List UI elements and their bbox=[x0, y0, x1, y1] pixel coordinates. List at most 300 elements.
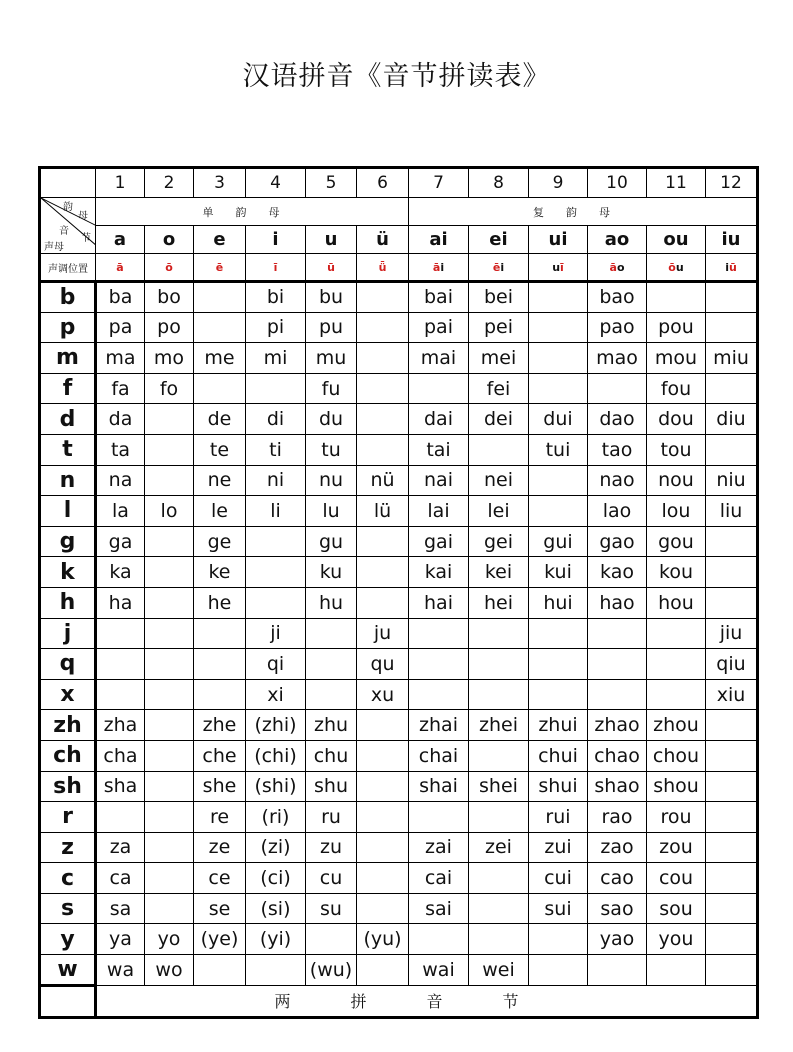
syllable-cell: hai bbox=[409, 587, 469, 618]
syllable-cell: cu bbox=[306, 863, 357, 894]
syllable-cell bbox=[469, 679, 529, 710]
syllable-cell: kui bbox=[529, 557, 588, 588]
tone-suffix: o bbox=[616, 260, 625, 274]
syllable-cell bbox=[357, 312, 409, 343]
syllable-cell: mou bbox=[647, 343, 706, 374]
syllable-cell: sa bbox=[96, 893, 145, 924]
syllable-cell: po bbox=[145, 312, 194, 343]
syllable-cell bbox=[246, 373, 306, 404]
syllable-cell bbox=[647, 618, 706, 649]
syllable-cell: cao bbox=[588, 863, 647, 894]
final-header: ei bbox=[469, 226, 529, 254]
syllable-cell bbox=[357, 955, 409, 986]
syllable-cell bbox=[529, 312, 588, 343]
syllable-cell bbox=[246, 955, 306, 986]
syllable-row bbox=[40, 893, 758, 924]
tone-mark: ǖ bbox=[378, 260, 387, 274]
group-row bbox=[40, 198, 758, 226]
syllable-cell: zhu bbox=[306, 710, 357, 741]
tone-mark-cell bbox=[306, 254, 357, 282]
syllable-cell: chou bbox=[647, 740, 706, 771]
syllable-cell: nao bbox=[588, 465, 647, 496]
syllable-cell bbox=[706, 557, 758, 588]
syllable-cell: lu bbox=[306, 496, 357, 527]
syllable-cell: kei bbox=[469, 557, 529, 588]
syllable-cell bbox=[469, 863, 529, 894]
tone-prefix: u bbox=[552, 260, 561, 274]
syllable-cell: tui bbox=[529, 434, 588, 465]
syllable-cell bbox=[357, 526, 409, 557]
syllable-row bbox=[40, 710, 758, 741]
syllable-cell bbox=[194, 312, 246, 343]
syllable-cell bbox=[706, 771, 758, 802]
syllable-cell: zao bbox=[588, 832, 647, 863]
syllable-cell bbox=[706, 893, 758, 924]
tone-mark-cell bbox=[194, 254, 246, 282]
syllable-cell: ca bbox=[96, 863, 145, 894]
syllable-cell: mo bbox=[145, 343, 194, 374]
syllable-cell: ka bbox=[96, 557, 145, 588]
syllable-cell bbox=[469, 802, 529, 833]
syllable-cell bbox=[306, 618, 357, 649]
syllable-cell bbox=[96, 802, 145, 833]
initial-cell: t bbox=[40, 434, 96, 465]
syllable-cell: che bbox=[194, 740, 246, 771]
syllable-cell: pou bbox=[647, 312, 706, 343]
syllable-cell bbox=[706, 373, 758, 404]
tone-mark-cell bbox=[96, 254, 145, 282]
syllable-cell bbox=[194, 679, 246, 710]
syllable-cell: pa bbox=[96, 312, 145, 343]
syllable-cell bbox=[145, 832, 194, 863]
final-header: ui bbox=[529, 226, 588, 254]
syllable-cell bbox=[647, 282, 706, 313]
tone-mark-cell bbox=[529, 254, 588, 282]
syllable-cell: ti bbox=[246, 434, 306, 465]
syllable-cell: lou bbox=[647, 496, 706, 527]
syllable-cell: chai bbox=[409, 740, 469, 771]
syllable-cell bbox=[246, 526, 306, 557]
syllable-cell: bu bbox=[306, 282, 357, 313]
final-header: ou bbox=[647, 226, 706, 254]
syllable-cell bbox=[529, 282, 588, 313]
syllable-cell: chao bbox=[588, 740, 647, 771]
syllable-cell: zhei bbox=[469, 710, 529, 741]
syllable-cell: (wu) bbox=[306, 955, 357, 986]
syllable-cell bbox=[357, 343, 409, 374]
syllable-cell: hou bbox=[647, 587, 706, 618]
syllable-cell bbox=[469, 649, 529, 680]
syllable-cell bbox=[409, 373, 469, 404]
syllable-cell: (zhi) bbox=[246, 710, 306, 741]
column-number: 5 bbox=[306, 168, 357, 198]
syllable-cell: dui bbox=[529, 404, 588, 435]
tone-mark: ō bbox=[668, 260, 676, 274]
initial-cell: zh bbox=[40, 710, 96, 741]
syllable-cell bbox=[706, 526, 758, 557]
column-number: 2 bbox=[145, 168, 194, 198]
initial-cell: j bbox=[40, 618, 96, 649]
finals-row bbox=[40, 226, 758, 254]
syllable-cell: bao bbox=[588, 282, 647, 313]
syllable-cell: ze bbox=[194, 832, 246, 863]
syllable-cell: zui bbox=[529, 832, 588, 863]
syllable-cell bbox=[647, 679, 706, 710]
tone-mark: ē bbox=[215, 260, 224, 274]
syllable-cell: fa bbox=[96, 373, 145, 404]
syllable-cell: (chi) bbox=[246, 740, 306, 771]
syllable-cell: sha bbox=[96, 771, 145, 802]
syllable-cell: she bbox=[194, 771, 246, 802]
tone-mark-cell bbox=[469, 254, 529, 282]
tone-mark: ā bbox=[432, 260, 441, 274]
syllable-cell: ge bbox=[194, 526, 246, 557]
syllable-cell: lai bbox=[409, 496, 469, 527]
syllable-cell: na bbox=[96, 465, 145, 496]
syllable-cell: liu bbox=[706, 496, 758, 527]
syllable-row bbox=[40, 496, 758, 527]
syllable-row bbox=[40, 618, 758, 649]
syllable-cell bbox=[357, 893, 409, 924]
syllable-cell: di bbox=[246, 404, 306, 435]
initial-cell: g bbox=[40, 526, 96, 557]
syllable-cell bbox=[647, 649, 706, 680]
syllable-cell: xi bbox=[246, 679, 306, 710]
syllable-cell bbox=[357, 740, 409, 771]
syllable-cell: xiu bbox=[706, 679, 758, 710]
syllable-cell: ma bbox=[96, 343, 145, 374]
syllable-row bbox=[40, 802, 758, 833]
syllable-row bbox=[40, 771, 758, 802]
syllable-row bbox=[40, 434, 758, 465]
tone-mark: ā bbox=[609, 260, 617, 274]
syllable-cell: niu bbox=[706, 465, 758, 496]
syllable-cell: lei bbox=[469, 496, 529, 527]
syllable-cell bbox=[706, 710, 758, 741]
syllable-cell bbox=[706, 312, 758, 343]
initial-cell: d bbox=[40, 404, 96, 435]
syllable-cell bbox=[145, 404, 194, 435]
syllable-cell: qiu bbox=[706, 649, 758, 680]
initial-cell: m bbox=[40, 343, 96, 374]
syllable-cell: rou bbox=[647, 802, 706, 833]
syllable-cell: zei bbox=[469, 832, 529, 863]
page-title: 汉语拼音《音节拼读表》 bbox=[242, 61, 551, 92]
syllable-cell: me bbox=[194, 343, 246, 374]
tone-mark-cell bbox=[145, 254, 194, 282]
syllable-cell: ji bbox=[246, 618, 306, 649]
corner-label-jie: 节 bbox=[81, 233, 91, 244]
syllable-cell: gao bbox=[588, 526, 647, 557]
syllable-cell bbox=[145, 679, 194, 710]
tone-mark: ū bbox=[327, 260, 335, 274]
syllable-cell: pu bbox=[306, 312, 357, 343]
syllable-cell: he bbox=[194, 587, 246, 618]
syllable-cell bbox=[706, 434, 758, 465]
syllable-cell: shei bbox=[469, 771, 529, 802]
syllable-row bbox=[40, 526, 758, 557]
syllable-cell: da bbox=[96, 404, 145, 435]
syllable-cell: xu bbox=[357, 679, 409, 710]
syllable-cell bbox=[469, 893, 529, 924]
initial-cell: r bbox=[40, 802, 96, 833]
final-header: a bbox=[96, 226, 145, 254]
syllable-cell bbox=[145, 526, 194, 557]
column-number: 10 bbox=[588, 168, 647, 198]
syllable-cell: gu bbox=[306, 526, 357, 557]
syllable-cell bbox=[357, 404, 409, 435]
corner-label-shengmu: 声母 bbox=[44, 242, 64, 253]
syllable-cell bbox=[145, 710, 194, 741]
syllable-cell: (ci) bbox=[246, 863, 306, 894]
syllable-cell: yo bbox=[145, 924, 194, 955]
syllable-cell bbox=[409, 679, 469, 710]
syllable-cell: lao bbox=[588, 496, 647, 527]
syllable-row bbox=[40, 649, 758, 680]
footer-row bbox=[40, 985, 758, 1017]
syllable-cell: le bbox=[194, 496, 246, 527]
syllable-cell: (shi) bbox=[246, 771, 306, 802]
syllable-cell: mu bbox=[306, 343, 357, 374]
syllable-cell: hei bbox=[469, 587, 529, 618]
syllable-cell bbox=[357, 710, 409, 741]
syllable-cell: mai bbox=[409, 343, 469, 374]
column-number: 11 bbox=[647, 168, 706, 198]
syllable-cell: dei bbox=[469, 404, 529, 435]
column-number: 9 bbox=[529, 168, 588, 198]
syllable-cell: bei bbox=[469, 282, 529, 313]
syllable-cell: ha bbox=[96, 587, 145, 618]
syllable-cell bbox=[96, 618, 145, 649]
final-header: i bbox=[246, 226, 306, 254]
syllable-cell: pi bbox=[246, 312, 306, 343]
compound-finals-group: 复韵母 bbox=[409, 198, 758, 226]
syllable-cell: ya bbox=[96, 924, 145, 955]
syllable-cell bbox=[194, 618, 246, 649]
initial-cell: ch bbox=[40, 740, 96, 771]
syllable-cell: fei bbox=[469, 373, 529, 404]
final-header: iu bbox=[706, 226, 758, 254]
syllable-cell bbox=[706, 863, 758, 894]
syllable-row bbox=[40, 343, 758, 374]
footer-blank bbox=[40, 985, 96, 1017]
syllable-cell: rao bbox=[588, 802, 647, 833]
syllable-cell: bi bbox=[246, 282, 306, 313]
syllable-cell: su bbox=[306, 893, 357, 924]
syllable-cell bbox=[194, 649, 246, 680]
tone-mark-cell bbox=[409, 254, 469, 282]
syllable-cell bbox=[145, 587, 194, 618]
syllable-cell: ga bbox=[96, 526, 145, 557]
syllable-cell: shui bbox=[529, 771, 588, 802]
syllable-cell bbox=[194, 373, 246, 404]
syllable-cell: (yu) bbox=[357, 924, 409, 955]
initial-cell: k bbox=[40, 557, 96, 588]
final-header: ü bbox=[357, 226, 409, 254]
syllable-cell: de bbox=[194, 404, 246, 435]
syllable-cell bbox=[246, 557, 306, 588]
column-number: 3 bbox=[194, 168, 246, 198]
syllable-cell: ni bbox=[246, 465, 306, 496]
syllable-cell: zhou bbox=[647, 710, 706, 741]
syllable-cell bbox=[357, 557, 409, 588]
syllable-cell: nü bbox=[357, 465, 409, 496]
syllable-cell bbox=[588, 679, 647, 710]
tone-mark: ū bbox=[728, 260, 737, 274]
tone-mark: ē bbox=[492, 260, 501, 274]
syllable-cell bbox=[96, 679, 145, 710]
syllable-cell bbox=[647, 955, 706, 986]
syllable-cell: hu bbox=[306, 587, 357, 618]
syllable-cell: fu bbox=[306, 373, 357, 404]
syllable-cell bbox=[306, 924, 357, 955]
syllable-cell bbox=[529, 649, 588, 680]
column-number: 1 bbox=[96, 168, 145, 198]
syllable-cell: dao bbox=[588, 404, 647, 435]
syllable-cell: rui bbox=[529, 802, 588, 833]
tone-row bbox=[40, 254, 758, 282]
syllable-cell: pai bbox=[409, 312, 469, 343]
corner-header bbox=[40, 198, 96, 254]
syllable-cell: (zi) bbox=[246, 832, 306, 863]
syllable-cell: nai bbox=[409, 465, 469, 496]
syllable-cell: diu bbox=[706, 404, 758, 435]
syllable-cell bbox=[306, 679, 357, 710]
final-header: o bbox=[145, 226, 194, 254]
syllable-cell bbox=[357, 832, 409, 863]
tone-mark: ō bbox=[165, 260, 173, 274]
syllable-cell bbox=[145, 863, 194, 894]
syllable-cell: ke bbox=[194, 557, 246, 588]
syllable-cell: zhe bbox=[194, 710, 246, 741]
syllable-cell: (yi) bbox=[246, 924, 306, 955]
syllable-cell bbox=[409, 649, 469, 680]
tone-position-label: 声调位置 bbox=[40, 254, 96, 282]
syllable-cell: you bbox=[647, 924, 706, 955]
syllable-cell: za bbox=[96, 832, 145, 863]
syllable-cell: sao bbox=[588, 893, 647, 924]
corner-blank bbox=[40, 168, 96, 198]
syllable-cell: ju bbox=[357, 618, 409, 649]
syllable-cell: yao bbox=[588, 924, 647, 955]
syllable-cell: sai bbox=[409, 893, 469, 924]
tone-suffix: i bbox=[500, 260, 505, 274]
syllable-cell: ba bbox=[96, 282, 145, 313]
syllable-cell: zou bbox=[647, 832, 706, 863]
tone-mark: ā bbox=[116, 260, 124, 274]
syllable-cell: bo bbox=[145, 282, 194, 313]
tone-mark-cell bbox=[357, 254, 409, 282]
syllable-cell bbox=[706, 587, 758, 618]
syllable-cell bbox=[588, 649, 647, 680]
syllable-cell bbox=[706, 282, 758, 313]
syllable-cell: zhui bbox=[529, 710, 588, 741]
syllable-cell: gui bbox=[529, 526, 588, 557]
syllable-row bbox=[40, 465, 758, 496]
syllable-cell: bai bbox=[409, 282, 469, 313]
syllable-cell: qi bbox=[246, 649, 306, 680]
syllable-cell: sui bbox=[529, 893, 588, 924]
corner-label-mu: 母 bbox=[78, 211, 88, 222]
syllable-cell bbox=[706, 740, 758, 771]
syllable-cell: tao bbox=[588, 434, 647, 465]
syllable-row bbox=[40, 312, 758, 343]
initial-cell: q bbox=[40, 649, 96, 680]
syllable-cell bbox=[409, 924, 469, 955]
tone-prefix: i bbox=[725, 260, 729, 274]
syllable-cell bbox=[145, 434, 194, 465]
syllable-cell: (ri) bbox=[246, 802, 306, 833]
syllable-cell bbox=[357, 373, 409, 404]
initial-cell: w bbox=[40, 955, 96, 986]
syllable-cell: fou bbox=[647, 373, 706, 404]
syllable-cell: zu bbox=[306, 832, 357, 863]
syllable-cell: pao bbox=[588, 312, 647, 343]
syllable-cell: (si) bbox=[246, 893, 306, 924]
syllable-cell: cou bbox=[647, 863, 706, 894]
syllable-cell: wai bbox=[409, 955, 469, 986]
syllable-cell bbox=[529, 496, 588, 527]
column-number: 12 bbox=[706, 168, 758, 198]
syllable-cell: ce bbox=[194, 863, 246, 894]
syllable-cell bbox=[145, 771, 194, 802]
syllable-cell: kao bbox=[588, 557, 647, 588]
syllable-cell: hao bbox=[588, 587, 647, 618]
tone-mark-cell bbox=[706, 254, 758, 282]
syllable-cell: qu bbox=[357, 649, 409, 680]
syllable-cell: ru bbox=[306, 802, 357, 833]
syllable-cell bbox=[706, 802, 758, 833]
syllable-cell bbox=[529, 679, 588, 710]
syllable-cell: zha bbox=[96, 710, 145, 741]
syllable-cell bbox=[529, 343, 588, 374]
syllable-cell bbox=[145, 649, 194, 680]
tone-mark: ī bbox=[560, 260, 564, 274]
syllable-cell bbox=[96, 649, 145, 680]
syllable-row bbox=[40, 832, 758, 863]
syllable-cell: wei bbox=[469, 955, 529, 986]
number-row bbox=[40, 168, 758, 198]
syllable-cell: ta bbox=[96, 434, 145, 465]
syllable-cell: kai bbox=[409, 557, 469, 588]
syllable-cell bbox=[529, 924, 588, 955]
initial-cell: h bbox=[40, 587, 96, 618]
syllable-cell: jiu bbox=[706, 618, 758, 649]
syllable-cell: shao bbox=[588, 771, 647, 802]
syllable-row bbox=[40, 740, 758, 771]
syllable-cell: cui bbox=[529, 863, 588, 894]
syllable-cell: tai bbox=[409, 434, 469, 465]
syllable-cell bbox=[145, 740, 194, 771]
syllable-cell: ne bbox=[194, 465, 246, 496]
syllable-cell: cha bbox=[96, 740, 145, 771]
syllable-cell bbox=[469, 618, 529, 649]
syllable-cell bbox=[357, 771, 409, 802]
syllable-cell bbox=[194, 282, 246, 313]
syllable-cell: hui bbox=[529, 587, 588, 618]
syllable-cell: kou bbox=[647, 557, 706, 588]
syllable-table bbox=[38, 166, 759, 1019]
syllable-cell bbox=[357, 587, 409, 618]
column-number: 7 bbox=[409, 168, 469, 198]
syllable-cell bbox=[145, 465, 194, 496]
tone-mark: ī bbox=[273, 260, 278, 274]
syllable-cell bbox=[469, 740, 529, 771]
syllable-cell: tou bbox=[647, 434, 706, 465]
tone-suffix: i bbox=[440, 260, 445, 274]
syllable-cell: mao bbox=[588, 343, 647, 374]
syllable-cell bbox=[409, 802, 469, 833]
